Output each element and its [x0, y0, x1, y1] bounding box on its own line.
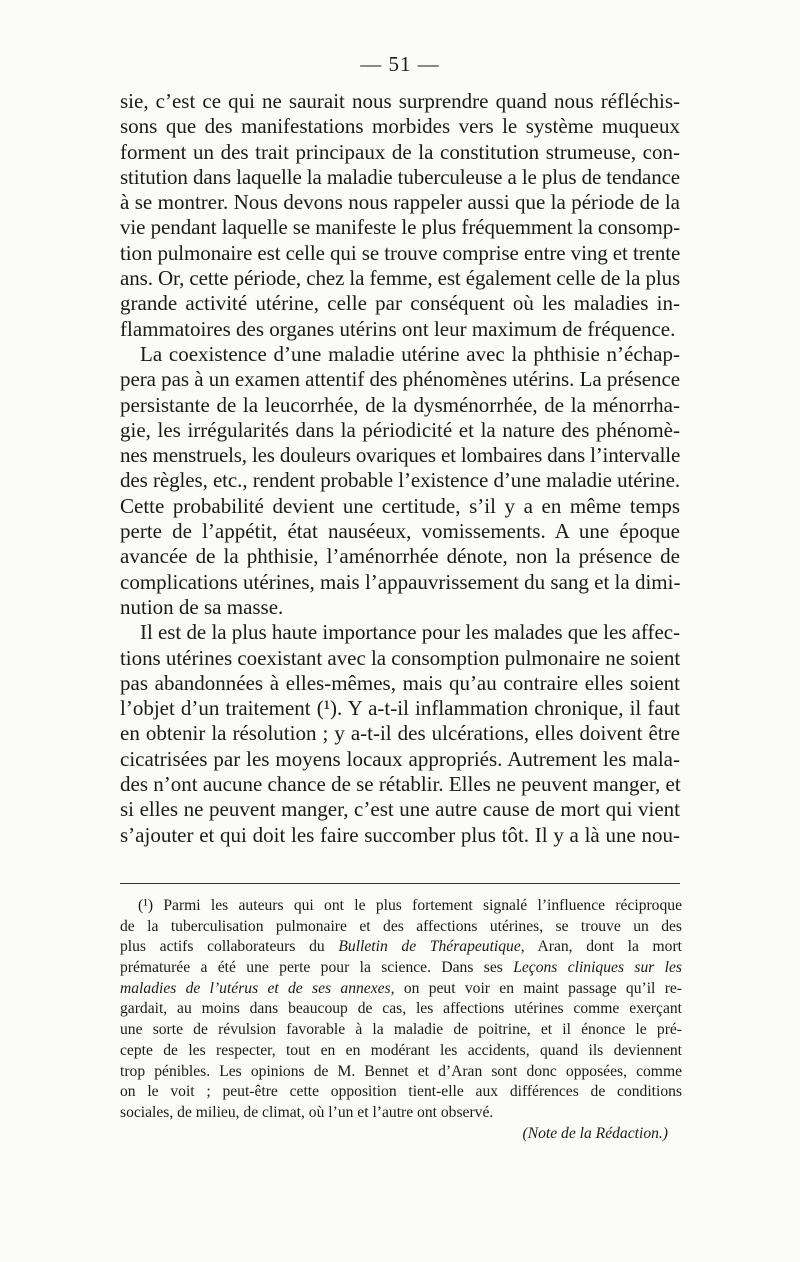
body-line: des n’ont aucune chance de se rétablir. Elles ne peuvent manger, et	[120, 772, 681, 797]
footnote-line: trop pénibles. Les opinions de M. Bennet et d’Aran sont donc opposées, comme	[120, 1062, 682, 1080]
body-line: l’objet d’un traitement (¹). Y a-t-il inflammation chronique, il faut	[120, 696, 680, 721]
footnote-line: une sorte de révulsion favorable à la maladie de poitrine, et il énonce le pré-	[120, 1021, 682, 1039]
body-text	[120, 89, 680, 848]
body-line: pera pas à un examen attentif des phénomènes utérins. La présence	[120, 367, 680, 392]
body-line: tions utérines coexistant avec la consomption pulmonaire ne soient	[120, 645, 681, 670]
footnote-line: gardait, au moins dans beaucoup de cas, les affections utérines comme exerçant	[120, 1000, 682, 1018]
body-line: tion pulmonaire est celle qui se trouve comprise entre ving et trente	[120, 240, 681, 265]
book-title-cont: maladies de l’utérus et de ses annexes,	[120, 979, 395, 997]
footnote-line: sociales, de milieu, de climat, où l’un et l’autre ont observé.	[120, 1103, 494, 1121]
page-number: — 51 —	[360, 52, 440, 76]
body-line: La coexistence d’une maladie utérine avec la phthisie n’échap-	[140, 341, 680, 366]
body-line: ans. Or, cette période, chez la femme, est également celle de la plus	[120, 266, 681, 291]
footnote-line: maladies de l’utérus et de ses annexes, on peut voir en maint passage qu’il re-	[120, 979, 682, 997]
footnote	[120, 896, 682, 1144]
body-line: Cette probabilité devient une certitude, s’il y a en même temps	[120, 493, 680, 518]
body-line: persistante de la leucorrhée, de la dysménorrhée, de la ménorrha-	[120, 392, 680, 417]
footnote-line: prématurée a été une perte pour la science. Dans ses Leçons cliniques sur les	[120, 959, 682, 977]
body-line: sons que des manifestations morbides vers le système muqueux	[120, 114, 680, 139]
body-line: cicatrisées par les moyens locaux appropriés. Autrement les mala-	[120, 746, 680, 771]
body-line: si elles ne peuvent manger, c’est une autre cause de mort qui vient	[120, 797, 680, 822]
footnote-signature: (Note de la Rédaction.)	[522, 1124, 668, 1142]
footnote-line: plus actifs collaborateurs du Bulletin de Thérapeutique, Aran, dont la mort	[120, 938, 683, 956]
body-line: avancée de la phthisie, l’aménorrhée dénote, non la présence de	[120, 544, 680, 569]
footnote-line: cepte de les respecter, tout en en modérant les accidents, quand ils deviennent	[120, 1041, 682, 1059]
body-line: flammatoires des organes utérins ont leur maximum de fréquence.	[120, 316, 676, 341]
body-line: complications utérines, mais l’appauvrissement du sang et la dimi-	[120, 569, 681, 594]
body-line: sie, c’est ce qui ne saurait nous surprendre quand nous réfléchis-	[120, 89, 680, 113]
body-line: grande activité utérine, celle par conséquent où les maladies in-	[120, 291, 680, 316]
body-line: stitution dans laquelle la maladie tuberculeuse a le plus de tendance	[120, 164, 680, 189]
footnote-line: (¹) Parmi les auteurs qui ont le plus fortement signalé l’influence réciproque	[138, 897, 682, 914]
body-line: des règles, etc., rendent probable l’existence d’une maladie utérine.	[120, 468, 680, 493]
footnote-divider	[120, 883, 680, 884]
footnote-line: de la tuberculisation pulmonaire et des affections utérines, se trouve un des	[120, 917, 682, 935]
body-line: vie pendant laquelle se manifeste le plus fréquemment la consomp-	[120, 215, 681, 240]
body-line: en obtenir la résolution ; y a-t-il des ulcérations, elles doivent être	[120, 721, 680, 746]
body-line: s’ajouter et qui doit les faire succomber plus tôt. Il y a là une nou-	[120, 822, 680, 847]
body-line: nes menstruels, les douleurs ovariques et lombaires dans l’intervalle	[120, 443, 681, 468]
journal-title: Bulletin de Thérapeutique,	[338, 938, 525, 956]
body-line: Il est de la plus haute importance pour les malades que les affec-	[140, 620, 680, 645]
book-title: Leçons cliniques sur les	[513, 959, 682, 977]
footnote-line: on le voit ; peut-être cette opposition tient-elle aux différences de conditions	[120, 1083, 682, 1101]
body-line: nution de sa masse.	[120, 594, 284, 619]
body-line: perte de l’appétit, état nauséeux, vomissements. A une époque	[120, 519, 680, 544]
body-line: à se montrer. Nous devons nous rappeler aussi que la période de la	[120, 190, 680, 215]
body-line: gie, les irrégularités dans la périodicité et la nature des phénomè-	[120, 417, 680, 442]
body-line: pas abandonnées à elles-mêmes, mais qu’au contraire elles soient	[120, 670, 680, 695]
body-line: forment un des trait principaux de la constitution strumeuse, con-	[120, 139, 680, 164]
